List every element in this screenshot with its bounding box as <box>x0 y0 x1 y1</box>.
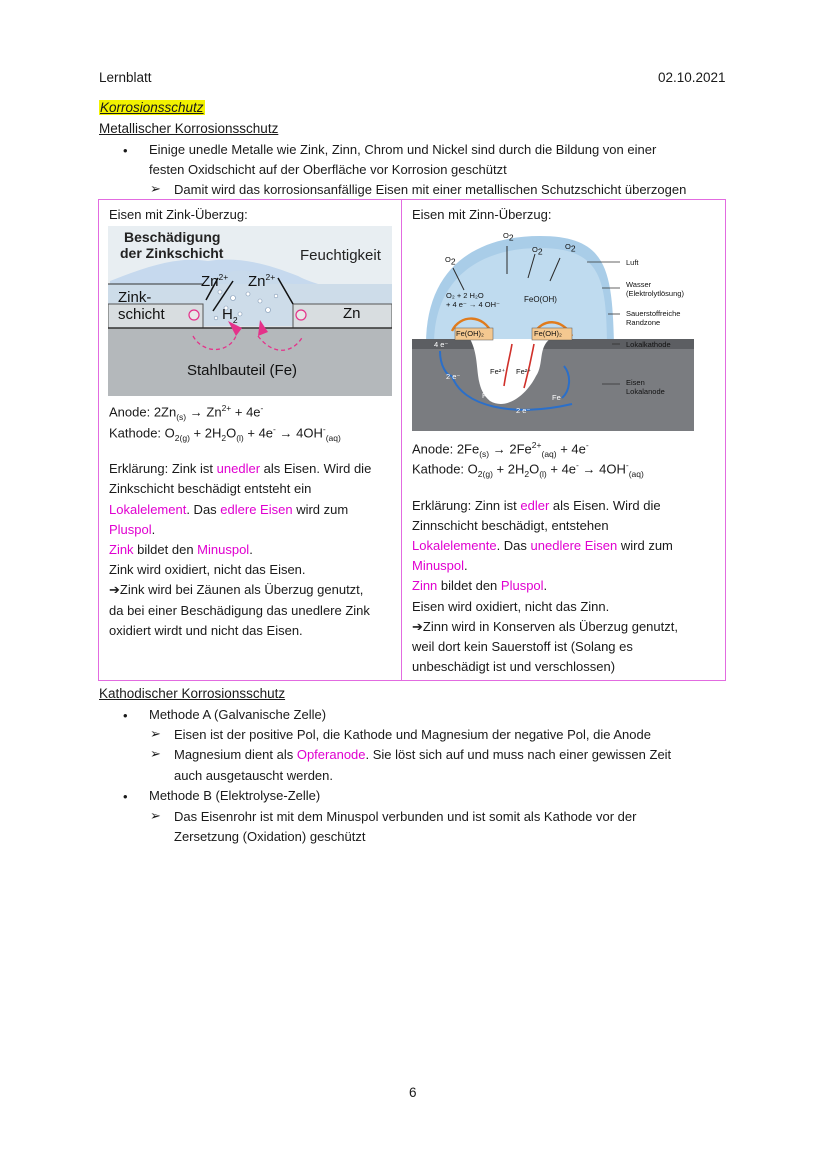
zinn-fe2-left: Fe²⁺ <box>490 367 506 376</box>
zink-diag-heading1: Beschädigung <box>124 229 221 245</box>
header-left: Lernblatt <box>99 70 152 85</box>
zinn-eisen-1: Eisen <box>626 378 645 387</box>
page-title <box>99 100 205 115</box>
zinn-eisen-2: Lokalanode <box>626 387 665 396</box>
zinn-sauer-2: Randzone <box>626 318 661 327</box>
zinn-expl-6: Eisen wird oxidiert, nicht das Zinn. <box>412 599 610 614</box>
zinn-expl-2: Zinnschicht beschädigt, entstehen <box>412 518 609 533</box>
section1-heading: Metallischer Korrosionsschutz <box>99 121 279 136</box>
zink-expl-1: Erklärung: Zink ist unedler als Eisen. Wird die <box>109 461 372 476</box>
zink-diag-zn2-right: $Zn^{2+}$ <box>248 272 276 290</box>
zinn-lokalkathode: Lokalkathode <box>626 340 671 349</box>
zinn-o2-left: $O_2$ <box>445 255 456 267</box>
zinn-kathode: Kathode: $O_{2(g)} + 2H_2O_{(l)} + 4e^- \to 4OH^-_{(aq)}$ <box>412 460 644 479</box>
title-highlight: Korrosionsschutz <box>100 100 204 115</box>
minus-circle-right <box>296 310 306 320</box>
zink-diag-zinkschicht1: Zink- <box>118 289 152 306</box>
zink-diag-stahl: Stahlbauteil (Fe) <box>187 362 298 379</box>
zink-expl-5: Zink bildet den Minuspol. <box>109 542 253 557</box>
zink-expl-4: Pluspol. <box>109 522 156 537</box>
arrow-bullet: ➢ <box>150 181 161 196</box>
page-number: 6 <box>409 1085 417 1100</box>
zinn-wasser-1: Wasser <box>626 280 652 289</box>
zinn-feoh2-left: Fe(OH)₂ <box>456 329 484 338</box>
bullet-dot: • <box>123 143 128 158</box>
zinn-o2-right: $O_2$ <box>565 242 576 254</box>
bullet-dot-a: • <box>123 708 128 723</box>
zinn-wasser-2: (Elektrolytlösung) <box>626 289 684 298</box>
header-date: 02.10.2021 <box>658 70 726 85</box>
zinn-expl-1: Erklärung: Zinn ist edler als Eisen. Wird die <box>412 498 661 513</box>
zinn-reaction-2: + 4 e⁻ → 4 OH⁻ <box>446 300 500 309</box>
zink-expl-2: Zinkschicht beschädigt entsteht ein <box>109 481 312 496</box>
arrow-bullet-b1: ➢ <box>150 808 161 823</box>
method-a-item-1: Eisen ist der positive Pol, die Kathode und Magnesium der negative Pol, die Anode <box>174 727 651 742</box>
method-a-item-2: Magnesium dient als Opferanode. Sie löst sich auf und muss nach einer gewissen Zeit <box>174 747 672 762</box>
zink-title: Eisen mit Zink-Überzug: <box>109 207 248 222</box>
zink-diag-h2: $H_2$ <box>222 306 238 325</box>
zinn-expl-3: Lokalelemente. Das unedlere Eisen wird zum <box>412 538 673 553</box>
zinn-2e-bottom: 2 e⁻ <box>516 406 531 415</box>
arrow-bullet-a2: ➢ <box>150 746 161 761</box>
method-a: Methode A (Galvanische Zelle) <box>149 707 327 722</box>
zink-anode: Anode: $2Zn_{(s)} \to Zn^{2+} + 4e^-$ <box>109 403 264 422</box>
zinn-expl-4: Minuspol. <box>412 558 468 573</box>
zinn-sauer-1: Sauerstoffreiche <box>626 309 681 318</box>
method-b-item-1: Das Eisenrohr ist mit dem Minuspol verbunden und ist somit als Kathode vor der <box>174 809 637 824</box>
zinn-title: Eisen mit Zinn-Überzug: <box>412 207 552 222</box>
zinn-luft: Luft <box>626 258 639 267</box>
zinn-expl-5: Zinn bildet den Pluspol. <box>412 578 548 593</box>
zink-expl-9: oxidiert wirdt und nicht das Eisen. <box>109 623 303 638</box>
zinn-fe-right: Fe <box>552 393 561 402</box>
zinn-fe2-right: Fe²⁺ <box>516 367 532 376</box>
zinn-expl-9: unbeschädigt ist und verschlossen) <box>412 659 616 674</box>
zinn-o2-mid: $O_2$ <box>532 245 543 257</box>
zinn-o2-top: $O_2$ <box>503 231 514 243</box>
method-b: Methode B (Elektrolyse-Zelle) <box>149 788 321 803</box>
bullet-text-1: Einige unedle Metalle wie Zink, Zinn, Chrom und Nickel sind durch die Bildung von einer <box>149 142 657 157</box>
method-b-item-1-cont: Zersetzung (Oxidation) geschützt <box>174 829 366 844</box>
zinn-reaction-1: O₂ + 2 H₂O <box>446 291 484 300</box>
zink-diag-zn: Zn <box>343 305 361 322</box>
zinn-4e: 4 e⁻ <box>434 340 449 349</box>
zink-expl-3: Lokalelement. Das edlere Eisen wird zum <box>109 502 349 517</box>
zinn-expl-8: weil dort kein Sauerstoff ist (Solang es <box>412 639 633 654</box>
zink-expl-6: Zink wird oxidiert, nicht das Eisen. <box>109 562 306 577</box>
zink-diag-zinkschicht2: schicht <box>118 306 165 323</box>
zinn-expl-7: ➔Zinn wird in Konserven als Überzug genutzt, <box>412 619 678 634</box>
zinn-feoh2-right: Fe(OH)₂ <box>534 329 562 338</box>
zink-expl-7: ➔Zink wird bei Zäunen als Überzug genutzt, <box>109 582 364 597</box>
zink-diag-feuchtigkeit: Feuchtigkeit <box>300 247 381 264</box>
zink-expl-8: da bei einer Beschädigung das unedlere Zink <box>109 603 370 618</box>
zinn-feooh: FeO(OH) <box>524 295 557 304</box>
minus-circle-left <box>189 310 199 320</box>
arrow-item: Damit wird das korrosionsanfällige Eisen mit einer metallischen Schutzschicht überzogen <box>174 182 687 197</box>
arrow-bullet-a1: ➢ <box>150 726 161 741</box>
zinn-anode: Anode: $2Fe_{(s)} \to 2Fe^{2+}_{(aq)} + 4e^-$ <box>412 440 589 459</box>
bullet-text-2: festen Oxidschicht auf der Oberfläche vor Korrosion geschützt <box>149 162 507 177</box>
zinn-fe-left: Fe <box>482 391 491 400</box>
zink-diag-zn2-left: $Zn^{2+}$ <box>201 272 229 290</box>
zink-kathode: Kathode: $O_{2(g)} + 2H_2O_{(l)} + 4e^- \to 4OH^-_{(aq)}$ <box>109 424 341 443</box>
zinn-2e-left: 2 e⁻ <box>446 372 461 381</box>
section2-heading: Kathodischer Korrosionsschutz <box>99 686 286 701</box>
method-a-item-2-cont: auch ausgetauscht werden. <box>174 768 333 783</box>
iron-block <box>412 339 694 431</box>
bullet-dot-b: • <box>123 789 128 804</box>
zink-diag-heading2: der Zinkschicht <box>120 245 224 261</box>
